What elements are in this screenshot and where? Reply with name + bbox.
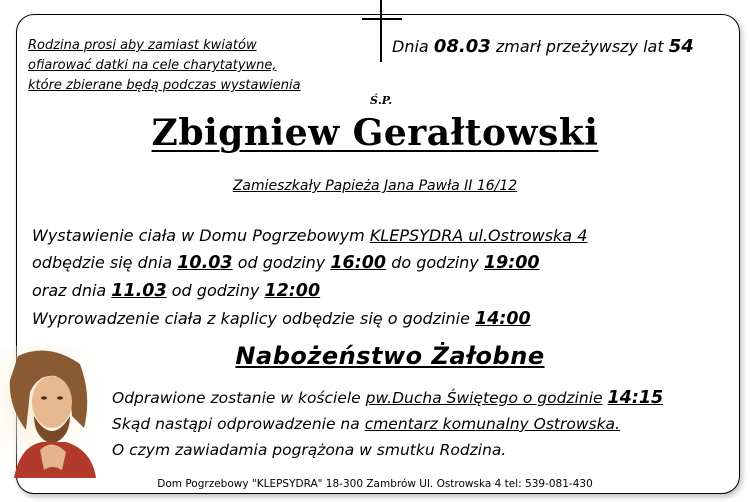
exposure-date: 10.03 [177, 253, 233, 273]
exposure-time-to: 19:00 [483, 253, 540, 273]
mass-line-1 [112, 385, 732, 411]
cross-icon [380, 0, 382, 62]
sp-abbreviation: Ś.P. [370, 94, 393, 107]
cross-icon-bar [362, 18, 402, 20]
exposure-line-2 [32, 249, 712, 277]
mass-title: Nabożeństwo Żałobne [235, 342, 545, 370]
death-date: 08.03 [433, 36, 491, 57]
exposure-line-4 [32, 305, 712, 333]
church-name: pw.Ducha Świętego o godzinie [365, 389, 603, 407]
exposure-text: Wystawienie ciała w Domu Pogrzebowym [32, 226, 365, 245]
exposure-line-3 [32, 277, 712, 305]
mass-text: Skąd nastąpi odprowadzenie na [112, 415, 360, 433]
deceased-name: Zbigniew Gerałtowski [151, 112, 599, 154]
deceased-address: Zamieszkały Papieża Jana Pawła II 16/12 [232, 178, 518, 194]
death-info [392, 36, 694, 57]
death-age: 54 [668, 36, 694, 57]
funeral-home: KLEPSYDRA ul.Ostrowska 4 [369, 226, 588, 245]
death-prefix: Dnia [392, 37, 429, 56]
mass-text: Odprawione zostanie w kościele [112, 389, 361, 407]
exposure-time-from: 16:00 [330, 253, 387, 273]
exposure-text: do godziny [391, 253, 479, 272]
exposure-line-1 [32, 222, 712, 249]
family-request [28, 36, 358, 96]
mass-time: 14:15 [607, 388, 664, 408]
exposure-text: od godziny [171, 281, 260, 300]
request-line: ofiarować datki na cele charytatywne, [28, 58, 277, 73]
exposure-text: Wyprowadzenie ciała z kaplicy odbędzie się o godzinie [32, 309, 470, 328]
exposure-text: od godziny [237, 253, 326, 272]
exposure-text: odbędzie się dnia [32, 253, 173, 272]
exposure-details [32, 222, 712, 333]
mass-line-3: O czym zawiadamia pogrążona w smutku Rodzina. [112, 441, 507, 459]
mass-line-2 [112, 411, 732, 437]
death-middle: zmarł przeżywszy lat [495, 37, 664, 56]
exposure-text: oraz dnia [32, 281, 107, 300]
departure-time: 14:00 [475, 309, 531, 329]
request-line: Rodzina prosi aby zamiast kwiatów [28, 38, 257, 53]
exposure-date: 11.03 [111, 281, 167, 301]
cemetery-name: cmentarz komunalny Ostrowska. [364, 415, 620, 433]
mass-details [112, 385, 732, 463]
jesus-portrait-image [0, 346, 100, 478]
footer-funeral-home: Dom Pogrzebowy "KLEPSYDRA" 18-300 Zambrów Ul. Ostrowska 4 tel: 539-081-430 [157, 478, 593, 490]
exposure-time-from: 12:00 [264, 281, 321, 301]
request-line: które zbierane będą podczas wystawienia [28, 78, 301, 93]
